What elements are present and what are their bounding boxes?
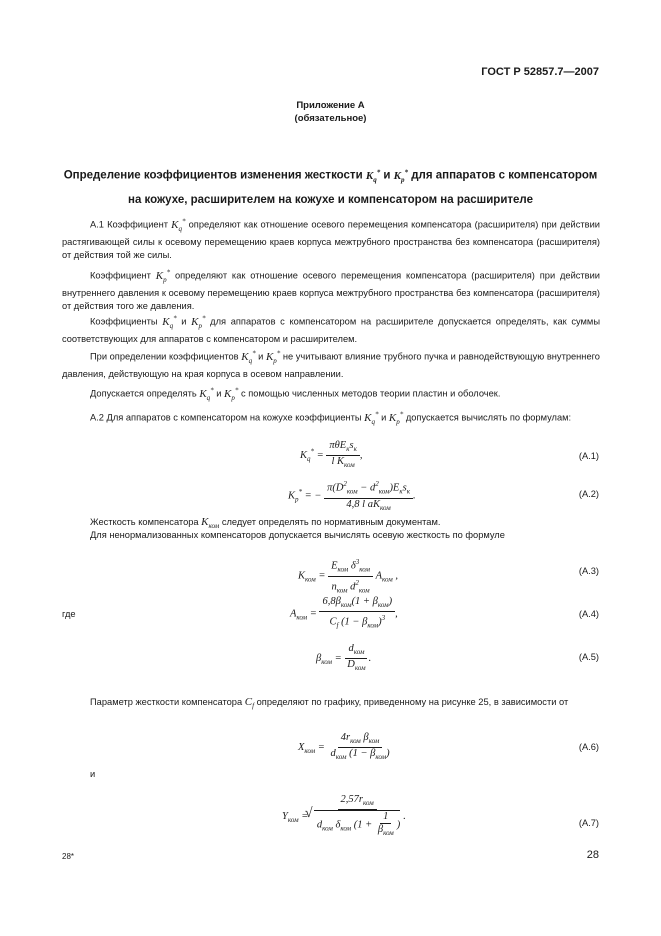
and-label: и [90,769,96,779]
paragraph-determination: При определении коэффициентов $K_q^*$ и $K_p^*$ не учитывают влияние трубного пучка и равнодействующую внутреннего давления, действующую на края корпуса в осевом направлении. [62,349,600,380]
formula-number-a6: (А.6) [578,742,599,752]
section-title-line1: Определение коэффициентов изменения жесткости $K_q^*$ и $K_p^*$ для аппаратов с компенсатором [63,168,598,184]
paragraph-parameter: Параметр жесткости компенсатора $C_f$ определяют по графику, приведенному на рисунке 25, в зависимости от [90,696,569,711]
formula-number-a4: (А.4) [578,609,599,619]
formula-number-a1: (А.1) [578,451,599,461]
section-title [0,162,661,210]
formula-number-a2: (А.2) [578,489,599,499]
appendix-title: Приложение А [296,100,365,111]
formula-a1: $K_q^*$ = $\frac{\pi\theta E_кs_к}{l K_{ком}}$ , [300,440,363,470]
appendix-status: (обязательное) [294,113,367,124]
kp-symbol: $K_p^*$ [393,168,409,184]
formula-a3: $K_{ком}$ = $\frac{E_{ком} \delta^3_{ком}}{n_{ком} d^2_{ком}}$ $A_{ком}$ , [298,558,398,595]
formula-a6: $X_{ком}$ = $\frac{4r_{ком} \beta_{ком}}{d_{ком} (1 - \beta_{ком})}$ [298,732,390,762]
page-number: 28 [586,849,599,861]
formula-number-a7: (А.7) [578,818,599,828]
formula-a2: $K_p^*$ = − $\frac{\pi(D^2_{ком} - d^2_{ком})E_кs_к}{4,8 l aK_{ком}}$ . [288,480,416,512]
formula-a4: $A_{ком}$ = $\frac{6,8\beta_{ком}(1 + \beta_{ком})}{C_f (1 - \beta_{ком})^3}$ , [290,596,398,630]
formula-a7: $Y_{ком}$ = $2,57r_{ком}$ √ $d_{ком}$ $\delta_{ком}$ (1 + $\frac{1}{\beta_{ком}}$ ) . [282,794,406,839]
formula-number-a3: (А.3) [578,566,599,576]
formula-a5: $\beta_{ком}$ = $\frac{d_{ком}}{D_{ком}}$ . [316,643,372,673]
paragraph-nonstandard: Для ненормализованных компенсаторов допускается вычислять осевую жесткость по формуле [90,530,505,540]
formula-number-a5: (А.5) [578,652,599,662]
paragraph-coefficients: Коэффициенты $K_q^*$ и $K_p^*$ для аппаратов с компенсатором на расширителе допускается определять, как суммы соответствующих для аппаратов с компенсатором и расширителем. [62,314,601,345]
paragraph-numerical: Допускается определять $K_q^*$ и $K_p^*$ с помощью численных методов теории пластин и оболочек. [90,386,501,402]
where-label: где [62,609,76,619]
kq-symbol: $K_q^*$ [365,168,381,184]
footer-sheet-mark: 28* [62,852,75,861]
paragraph-kp: Коэффициент $K_p^*$ определяют как отношение осевого перемещения компенсатора (расширителя) при действии внутреннего давления к осевому перемещению краев корпуса межтрубного пространства без компенсатора (расширителя) от действия того же давления. [62,268,601,312]
paragraph-a1: А.1 Коэффициент $K_q^*$ определяют как отношение осевого перемещения компенсатора (расширителя) при действии растягивающей силы к осевому перемещению краев корпуса межтрубного пространства без компенсатора (расширителя) от действия той же силы. [62,217,600,261]
appendix-heading [0,99,661,125]
paragraph-a2: А.2 Для аппаратов с компенсатором на кожухе коэффициенты $K_q^*$ и $K_p^*$ допускается вычислять по формулам: [90,410,572,426]
paragraph-stiffness: Жесткость компенсатора $K_{ком}$ следует определять по нормативным документам. [90,516,441,531]
section-title-line2: на кожухе, расширителем на кожухе и компенсатором на расширителе [128,193,533,206]
standard-header: ГОСТ Р 52857.7—2007 [481,66,599,78]
